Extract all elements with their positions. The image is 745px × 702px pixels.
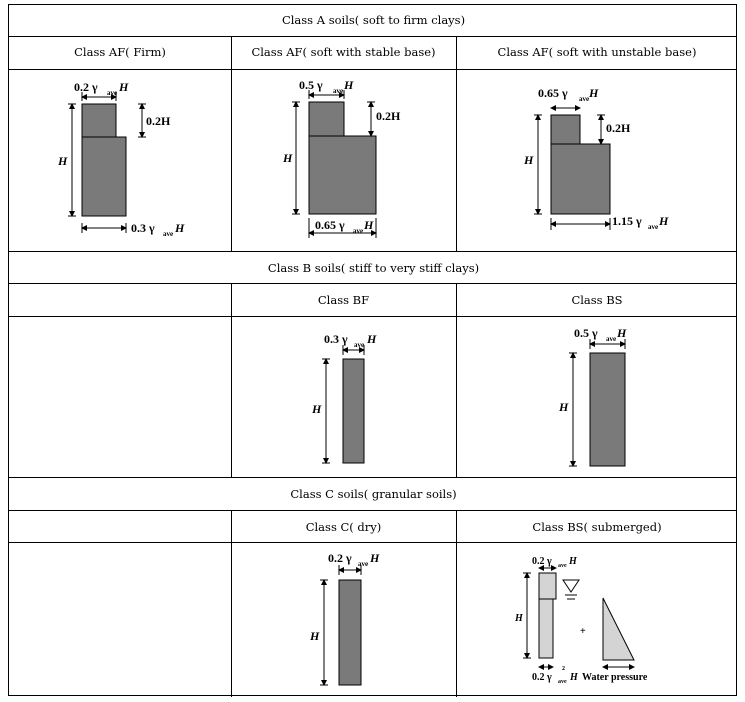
section-a-title: Class A soils( soft to firm clays) (281, 13, 466, 27)
ave-subscript: ave (358, 560, 369, 568)
diagram-af-unstable-base (523, 86, 669, 231)
total-height-label: H (515, 613, 523, 624)
plus-sign: + (580, 626, 586, 637)
ave-subscript: ave (333, 87, 344, 95)
ave-subscript: ave (558, 679, 567, 685)
ave-subscript: ave (353, 227, 364, 235)
h-symbol: H (617, 326, 627, 340)
h-symbol: H (119, 80, 129, 94)
diagram-af-firm (57, 80, 185, 238)
top-width-label: 0.2 γ (74, 80, 98, 94)
lower-pressure-block (539, 599, 553, 658)
bottom-width-label: 0.65 γ (315, 218, 345, 232)
ave-subscript: ave (606, 335, 617, 343)
top-width-label: 0.2 γ (328, 551, 352, 565)
section-b-col2-header: Class BF (317, 293, 370, 307)
h-symbol: H (589, 86, 599, 100)
top-width-label: 0.5 γ (299, 78, 323, 92)
section-c-title: Class C soils( granular soils) (290, 487, 457, 501)
top-width-label: 0.3 γ (324, 332, 348, 346)
upper-pressure-block (539, 573, 556, 599)
section-a-col3-header: Class AF( soft with unstable base) (497, 45, 697, 59)
section-b-title: Class B soils( stiff to very stiff clays) (267, 261, 480, 275)
diagram-bf (311, 332, 377, 463)
section-c-col3-header: Class BS( submerged) (532, 520, 662, 534)
h-symbol: H (370, 551, 380, 565)
upper-pressure-block (309, 102, 344, 136)
h-symbol: H (659, 214, 669, 228)
squared-superscript: 2 (562, 666, 565, 672)
section-a-col1-header: Class AF( Firm) (74, 45, 166, 59)
h-symbol: H (367, 332, 377, 346)
h-symbol: H (364, 218, 374, 232)
total-height-label: H (58, 154, 68, 168)
total-height-label: H (310, 629, 320, 643)
water-pressure-triangle (603, 598, 634, 660)
lower-pressure-block (551, 144, 610, 214)
total-height-label: H (312, 402, 322, 416)
section-b-col3-header: Class BS (571, 293, 623, 307)
pressure-block (343, 359, 364, 463)
section-a-col2-header: Class AF( soft with stable base) (251, 45, 436, 59)
side-height-label: 0.2H (376, 109, 401, 123)
total-height-label: H (283, 151, 293, 165)
h-symbol: H (569, 556, 577, 567)
pressure-block (590, 353, 625, 466)
top-width-label: 0.65 γ (538, 86, 568, 100)
ave-subscript: ave (163, 230, 174, 238)
ave-subscript: ave (648, 223, 659, 231)
total-height-label: H (524, 153, 534, 167)
top-width-label: 0.5 γ (574, 326, 598, 340)
h-symbol: H (344, 78, 354, 92)
ave-subscript: ave (107, 89, 118, 97)
pressure-block (339, 580, 361, 685)
side-height-label: 0.2H (606, 121, 631, 135)
diagram-bs (558, 326, 627, 466)
side-height-label: 0.2H (146, 114, 171, 128)
total-height-label: H (559, 400, 569, 414)
section-c-col2-header: Class C( dry) (305, 520, 382, 534)
upper-pressure-block (82, 104, 116, 137)
h-symbol: H (175, 221, 185, 235)
water-table-icon (563, 580, 579, 592)
ave-subscript: ave (558, 563, 567, 569)
ave-subscript: ave (354, 341, 365, 349)
diagram-af-stable-base (282, 78, 401, 238)
water-pressure-label: Water pressure (582, 672, 648, 683)
diagram-bs-submerged (514, 556, 648, 685)
diagram-c-dry (309, 551, 380, 685)
ave-subscript: ave (579, 95, 590, 103)
lower-pressure-block (82, 137, 126, 216)
upper-pressure-block (551, 115, 580, 144)
lower-pressure-block (309, 136, 376, 214)
h-symbol: H (570, 672, 578, 683)
bottom-width-label: 1.15 γ (612, 214, 642, 228)
top-width-label: 0.2 γ (532, 556, 552, 567)
bottom-width-label: 0.3 γ (131, 221, 155, 235)
bottom-width-label: 0.2 γ (532, 672, 552, 683)
